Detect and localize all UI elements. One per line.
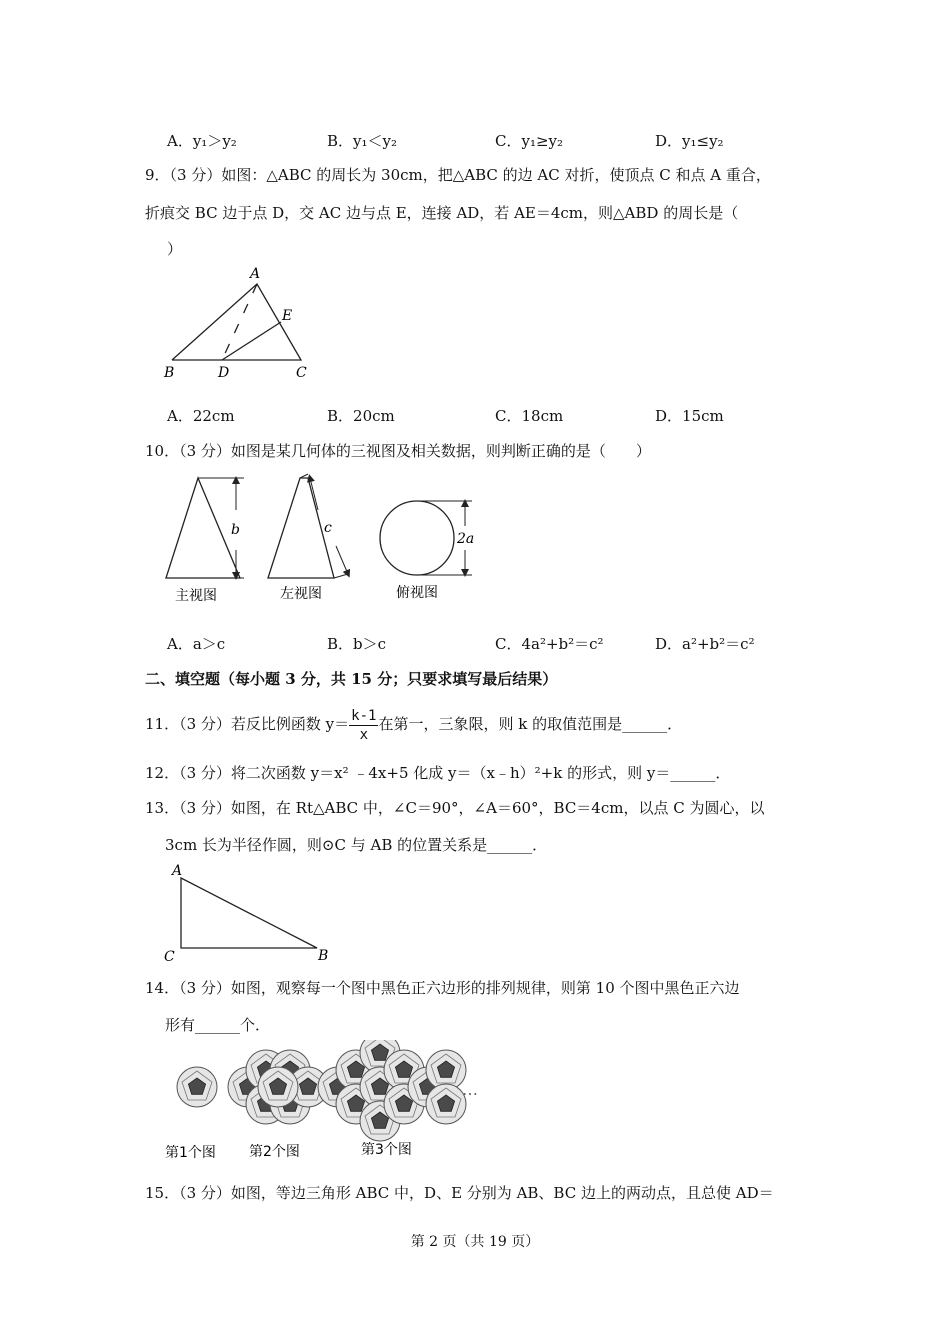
figure-2 [228,1050,328,1124]
q10-label-b: b [231,522,240,538]
q8-option-a: A．y₁＞y₂ [167,132,237,150]
q9-option-a: A．22cm [167,407,235,425]
q9-number: 9． [145,166,170,184]
q13-line2: 3cm 长为半径作圆，则⊙C 与 AB 的位置关系是______． [165,836,548,854]
q10-option-b: B．b＞c [327,635,387,653]
q10-line [145,440,651,461]
q10-label-c: c [324,520,332,536]
q14-caption-3: 第3个图 [361,1142,412,1158]
q8-option-c: C．y₁≥y₂ [495,132,564,150]
q11-number: 11． [145,715,180,733]
q11-text-after: 在第一，三象限，则 k 的取值范围是______． [378,715,683,733]
page-footer: 第 2 页（共 19 页） [410,1234,540,1250]
q11-denominator: x [359,726,369,743]
q14-hexagon-pattern-figure [160,1040,500,1165]
q10-option-d: D．a²+b²＝c² [655,635,755,653]
q14-number: 14． [145,979,180,997]
q9-text1: 如图：△ABC 的周长为 30cm，把△ABC 的边 AC 对折，使顶点 C 和点 A 重合， [221,166,771,184]
q12-line [145,762,730,783]
q15-text: （3 分）如图，等边三角形 ABC 中，D、E 分别为 AB、BC 边上的两动点，且总使 AD＝ [179,1184,774,1202]
q9-label-e: E [282,308,293,324]
hex-cell [177,1067,217,1107]
q14-ellipsis: … [462,1080,478,1099]
q13-label-c: C [164,949,175,965]
q9-label-b: B [164,365,175,381]
q13-label-a: A [172,863,183,879]
q9-line2: 折痕交 BC 边于点 D，交 AC 边与点 E，连接 AD，若 AE＝4cm，则△ABD 的周长是（ [145,204,739,222]
q13-text1: （3 分）如图，在 Rt△ABC 中，∠C＝90°，∠A＝60°，BC＝4cm，以点 C 为圆心，以 [179,799,765,817]
q11-fraction [349,707,378,744]
q12-text: （3 分）将二次函数 y＝x² ﹣4x+5 化成 y＝（x﹣h）²+k 的形式，则 y＝______． [179,764,731,782]
q14-caption-2: 第2个图 [249,1144,300,1160]
q9-line3: ） [167,240,183,258]
q9-label-c: C [296,365,307,381]
q15-line [145,1182,774,1203]
q13-triangle-figure [160,860,340,966]
q10-caption-front: 主视图 [175,588,217,604]
q13-number: 13． [145,799,180,817]
q9-label-d: D [218,365,230,381]
q10-text: （3 分）如图是某几何体的三视图及相关数据，则判断正确的是（ ） [179,442,651,460]
q14-line2: 形有______个． [165,1016,271,1034]
q13-label-b: B [318,948,329,964]
q9-line1 [145,164,771,185]
q15-number: 15． [145,1184,180,1202]
q14-line1 [145,977,740,998]
q13-line1 [145,797,765,818]
q10-option-a: A．a＞c [167,635,226,653]
q11-numerator: k-1 [351,707,377,724]
q11-line [145,704,682,744]
q14-text1: （3 分）如图，观察每一个图中黑色正六边形的排列规律，则第 10 个图中黑色正六边 [179,979,740,997]
q10-three-views-figure [160,470,480,610]
figure-3 [318,1040,466,1141]
q10-number: 10． [145,442,180,460]
q10-option-c: C．4a²+b²＝c² [495,635,604,653]
q9-option-d: D．15cm [655,407,724,425]
q10-caption-top: 俯视图 [396,585,438,601]
q10-caption-left: 左视图 [280,586,322,602]
q11-text-before: （3 分）若反比例函数 y＝ [179,715,350,733]
q8-option-b: B．y₁＜y₂ [327,132,397,150]
q8-option-d: D．y₁≤y₂ [655,132,724,150]
q9-label-a: A [250,266,261,282]
q14-caption-1: 第1个图 [165,1145,216,1161]
q9-score: （3 分） [169,166,222,184]
q9-triangle-figure [160,262,320,382]
q9-option-c: C．18cm [495,407,564,425]
q12-number: 12． [145,764,180,782]
section-2-heading: 二、填空题（每小题 3 分，共 15 分；只要求填写最后结果） [145,670,558,688]
q10-label-2a: 2a [457,531,475,547]
q9-option-b: B．20cm [327,407,395,425]
